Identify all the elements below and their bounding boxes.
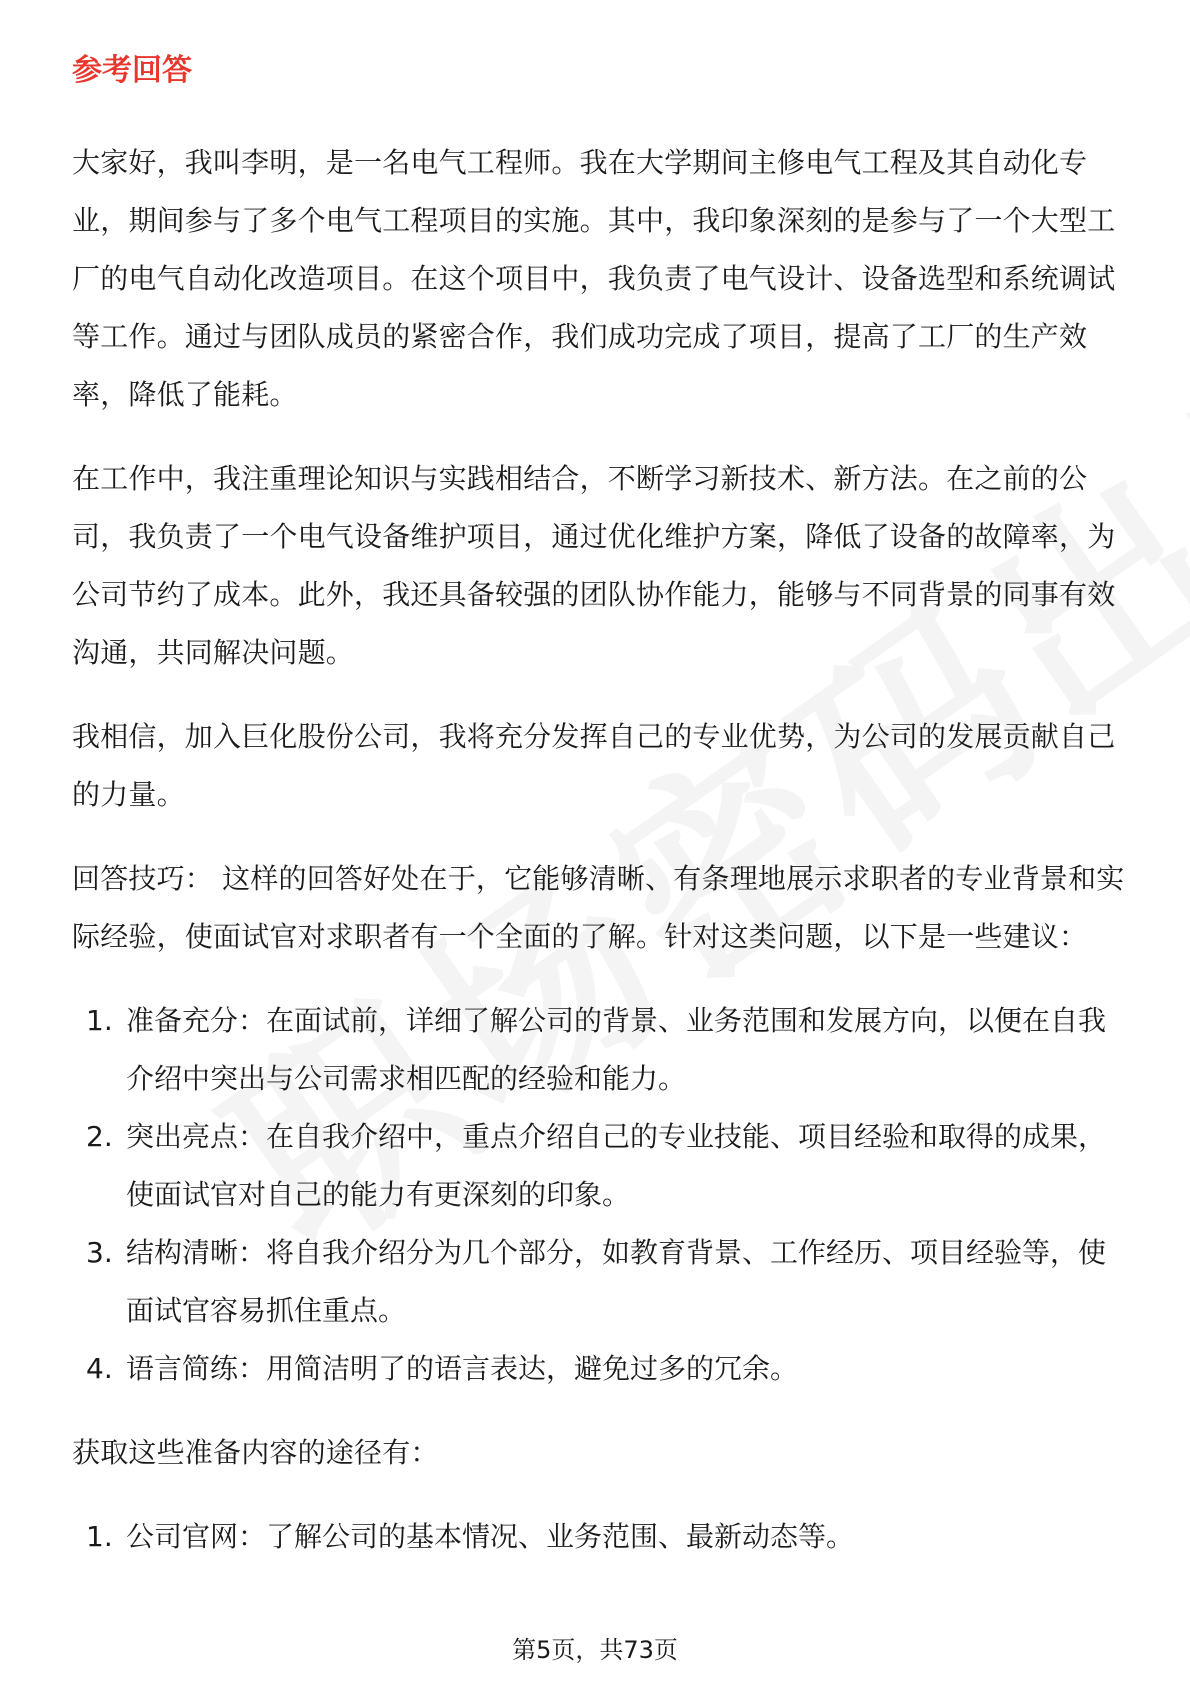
paragraph-belief: 我相信，加入巨化股份公司，我将充分发挥自己的专业优势，为公司的发展贡献自己的力量。 [72,720,1116,811]
list-item-text: 突出亮点：在自我介绍中，重点介绍自己的专业技能、项目经验和取得的成果，使面试官对自己的能力有更深刻的印象。 [126,1120,1107,1211]
list-item-text: 结构清晰：将自我介绍分为几个部分，如教育背景、工作经历、项目经验等，使面试官容易抓住重点。 [126,1236,1107,1327]
document-content [72,50,1132,1592]
sources-list [72,1508,1132,1566]
list-item [72,1108,1132,1224]
list-number: 1. [86,1520,113,1553]
list-item [72,1224,1132,1340]
list-number: 1. [86,1004,113,1037]
list-number: 2. [86,1120,113,1153]
paragraph-intro: 大家好，我叫李明，是一名电气工程师。我在大学期间主修电气工程及其自动化专业，期间参与了多个电气工程项目的实施。其中，我印象深刻的是参与了一个大型工厂的电气自动化改造项目。在这个项目中，我负责了电气设计、设备选型和系统调试等工作。通过与团队成员的紧密合作，我们成功完成了项目，提高了工厂的生产效率，降低了能耗。 [72,146,1116,411]
list-number: 4. [86,1352,113,1385]
page-number: 第5页，共73页 [512,1636,678,1664]
sources-intro: 获取这些准备内容的途径有： [72,1436,439,1469]
tips-list [72,992,1132,1398]
section-heading: 参考回答 [72,53,192,88]
list-item-text: 公司官网：了解公司的基本情况、业务范围、最新动态等。 [126,1520,855,1553]
list-item [72,1340,1132,1398]
paragraph-tips: 回答技巧： 这样的回答好处在于，它能够清晰、有条理地展示求职者的专业背景和实际经验，使面试官对求职者有一个全面的了解。针对这类问题，以下是一些建议： [72,862,1125,953]
list-item [72,992,1132,1108]
list-number: 3. [86,1236,113,1269]
list-item-text: 语言简练：用简洁明了的语言表达，避免过多的冗余。 [126,1352,799,1385]
paragraph-work: 在工作中，我注重理论知识与实践相结合，不断学习新技术、新方法。在之前的公司，我负责了一个电气设备维护项目，通过优化维护方案，降低了设备的故障率，为公司节约了成本。此外，我还具备较强的团队协作能力，能够与不同背景的同事有效沟通，共同解决问题。 [72,462,1116,669]
list-item [72,1508,1132,1566]
list-item-text: 准备充分：在面试前，详细了解公司的背景、业务范围和发展方向，以便在自我介绍中突出与公司需求相匹配的经验和能力。 [126,1004,1107,1095]
